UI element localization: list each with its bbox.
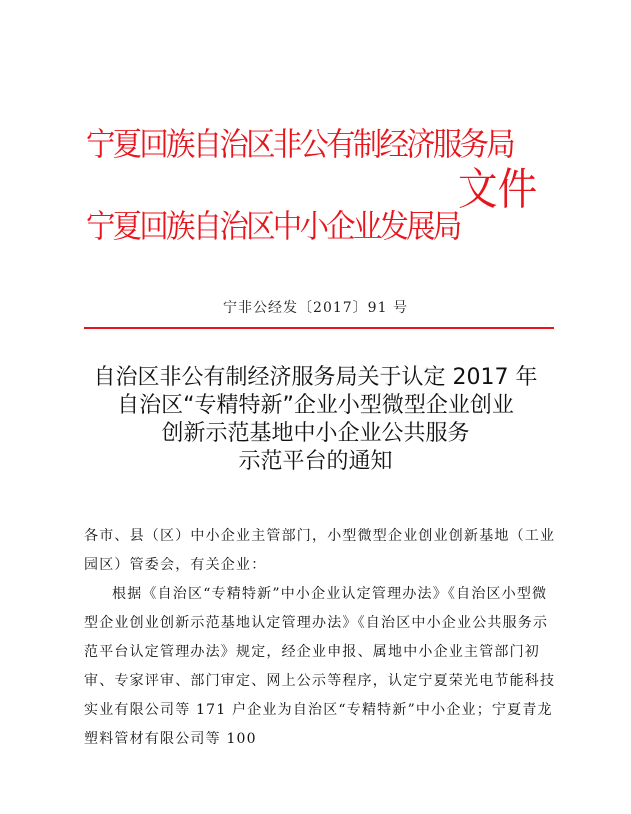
document-header (86, 118, 556, 278)
body-paragraph: 根据《自治区“专精特新”中小企业认定管理办法》《自治区小型微型企业创业创新示范基地认定管理办法》《自治区中小企业公共服务示范平台认定管理办法》规定，经企业申报、属地中小企业主管部门初审、专家评审、部门审定、网上公示等程序，认定宁夏荣光电节能科技实业有限公司等 171 户企业为自治区“专精特新”中小企业；宁夏青龙塑料管材有限公司等 100 (84, 586, 556, 747)
title-line-1: 自治区非公有制经济服务局关于认定 2017 年 (93, 365, 538, 390)
document-type-label: 文件 (458, 164, 538, 215)
document-number: 宁非公经发〔2017〕91 号 (223, 300, 408, 316)
title-line-3: 创新示范基地中小企业公共服务 (161, 421, 470, 446)
issuer-name-2: 宁夏回族自治区中小企业发展局 (86, 207, 460, 245)
document-body (84, 522, 559, 754)
title-line-2: 自治区“专精特新”企业小型微型企业创业 (117, 393, 514, 418)
title-line-4: 示范平台的通知 (238, 449, 393, 474)
issuer-name-1: 宁夏回族自治区非公有制经济服务局 (86, 125, 513, 163)
document-title (60, 364, 571, 476)
red-divider-line (84, 327, 554, 329)
addressee: 各市、县（区）中小企业主管部门，小型微型企业创业创新基地（工业园区）管委会，有关企业： (84, 528, 556, 573)
